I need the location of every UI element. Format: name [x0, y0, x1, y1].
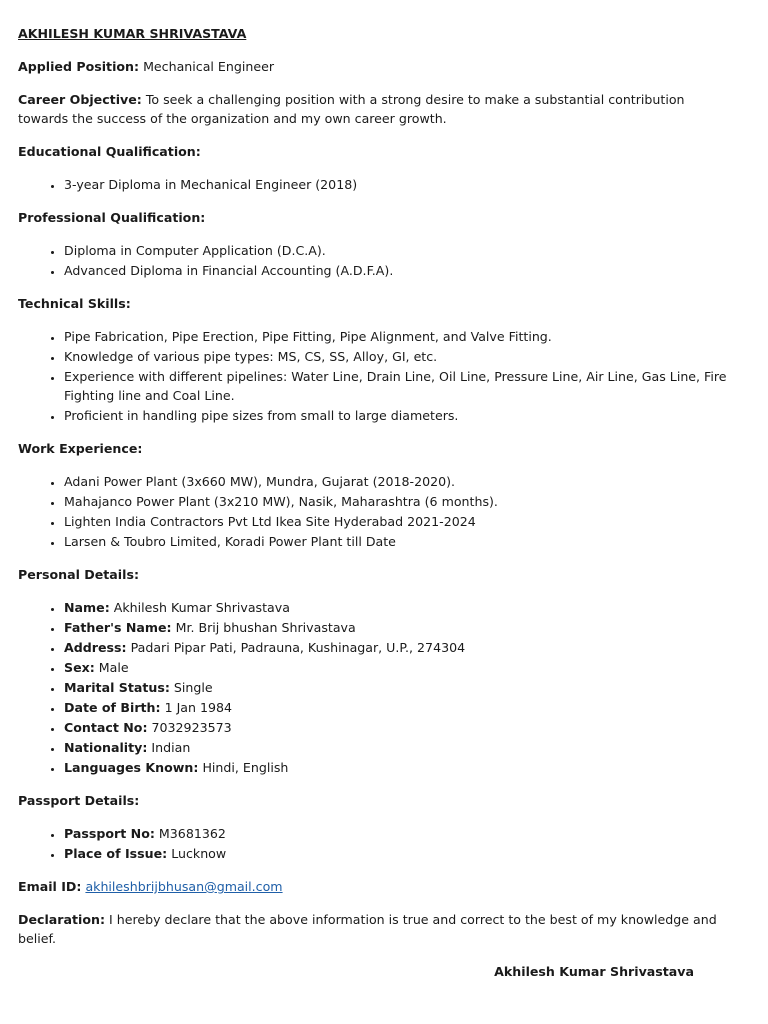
technical-skills-heading: Technical Skills: [18, 296, 131, 311]
passport-place-of-issue [64, 844, 732, 863]
list-item: • Lighten India Contractors Pvt Ltd Ikea Site Hyderabad 2021-2024 [64, 512, 732, 531]
applied-position-label: Applied Position: [18, 59, 140, 74]
educational-qualification-heading: Educational Qualification: [18, 144, 201, 159]
detail-value: Hindi, English [202, 760, 289, 775]
professional-qualification-list [18, 241, 732, 280]
list-item: • Mahajanco Power Plant (3x210 MW), Nasik, Maharashtra (6 months). [64, 492, 732, 511]
detail-label: Address: [64, 640, 127, 655]
detail-value: Indian [151, 740, 191, 755]
personal-detail-sex [64, 658, 732, 677]
detail-label: Contact No: [64, 720, 148, 735]
applied-position-value: Mechanical Engineer [143, 59, 275, 74]
signature: Akhilesh Kumar Shrivastava [494, 964, 694, 979]
detail-label: Passport No: [64, 826, 155, 841]
work-experience-heading: Work Experience: [18, 441, 143, 456]
educational-qualification-list [18, 175, 732, 194]
detail-value: Mr. Brij bhushan Shrivastava [175, 620, 356, 635]
personal-detail-date-of-birth [64, 698, 732, 717]
list-item: • Experience with different pipelines: Water Line, Drain Line, Oil Line, Pressure Line, Air Line, Gas Line, Fire Fighting line and Coal Line. [64, 367, 732, 405]
list-item: • Larsen & Toubro Limited, Koradi Power Plant till Date [64, 532, 732, 551]
detail-label: Nationality: [64, 740, 148, 755]
list-item: • 3-year Diploma in Mechanical Engineer (2018) [64, 175, 732, 194]
passport-number [64, 824, 732, 843]
detail-value: M3681362 [158, 826, 226, 841]
career-objective [18, 90, 732, 128]
passport-details-heading: Passport Details: [18, 793, 140, 808]
detail-label: Name: [64, 600, 110, 615]
detail-value: Male [98, 660, 129, 675]
detail-label: Languages Known: [64, 760, 199, 775]
personal-detail-marital-status [64, 678, 732, 697]
professional-qualification-heading: Professional Qualification: [18, 210, 206, 225]
personal-detail-languages [64, 758, 732, 777]
name-heading: AKHILESH KUMAR SHRIVASTAVA [18, 26, 247, 41]
personal-detail-contact [64, 718, 732, 737]
detail-value: Single [173, 680, 213, 695]
detail-label: Father's Name: [64, 620, 172, 635]
list-item: • Diploma in Computer Application (D.C.A). [64, 241, 732, 260]
personal-details-heading: Personal Details: [18, 567, 139, 582]
detail-value: 1 Jan 1984 [164, 700, 233, 715]
detail-label: Marital Status: [64, 680, 170, 695]
declaration-text: I hereby declare that the above information is true and correct to the best of my knowledge and belief. [18, 912, 717, 946]
career-objective-label: Career Objective: [18, 92, 142, 107]
personal-detail-address [64, 638, 732, 657]
technical-skills-list [18, 327, 732, 425]
detail-value: Padari Pipar Pati, Padrauna, Kushinagar, U.P., 274304 [130, 640, 466, 655]
detail-value: 7032923573 [151, 720, 232, 735]
personal-details-list [18, 598, 732, 777]
list-item: • Advanced Diploma in Financial Accounting (A.D.F.A). [64, 261, 732, 280]
list-item: • Knowledge of various pipe types: MS, CS, SS, Alloy, GI, etc. [64, 347, 732, 366]
list-item: • Proficient in handling pipe sizes from small to large diameters. [64, 406, 732, 425]
declaration-label: Declaration: [18, 912, 105, 927]
personal-detail-name [64, 598, 732, 617]
declaration [18, 910, 732, 948]
list-item: • Adani Power Plant (3x660 MW), Mundra, Gujarat (2018-2020). [64, 472, 732, 491]
email-link[interactable]: akhileshbrijbhusan@gmail.com [85, 879, 283, 894]
list-item: • Pipe Fabrication, Pipe Erection, Pipe Fitting, Pipe Alignment, and Valve Fitting. [64, 327, 732, 346]
personal-detail-nationality [64, 738, 732, 757]
passport-details-list [18, 824, 732, 863]
email-label: Email ID: [18, 879, 82, 894]
personal-detail-father-name [64, 618, 732, 637]
detail-value: Lucknow [171, 846, 227, 861]
work-experience-list [18, 472, 732, 551]
applied-position [18, 57, 732, 76]
career-objective-value: To seek a challenging position with a strong desire to make a substantial contribution towards the success of the organization and my own career growth. [18, 92, 685, 126]
email-row [18, 877, 732, 896]
resume-document [18, 24, 732, 981]
detail-label: Sex: [64, 660, 95, 675]
detail-label: Date of Birth: [64, 700, 161, 715]
detail-value: Akhilesh Kumar Shrivastava [113, 600, 290, 615]
detail-label: Place of Issue: [64, 846, 168, 861]
